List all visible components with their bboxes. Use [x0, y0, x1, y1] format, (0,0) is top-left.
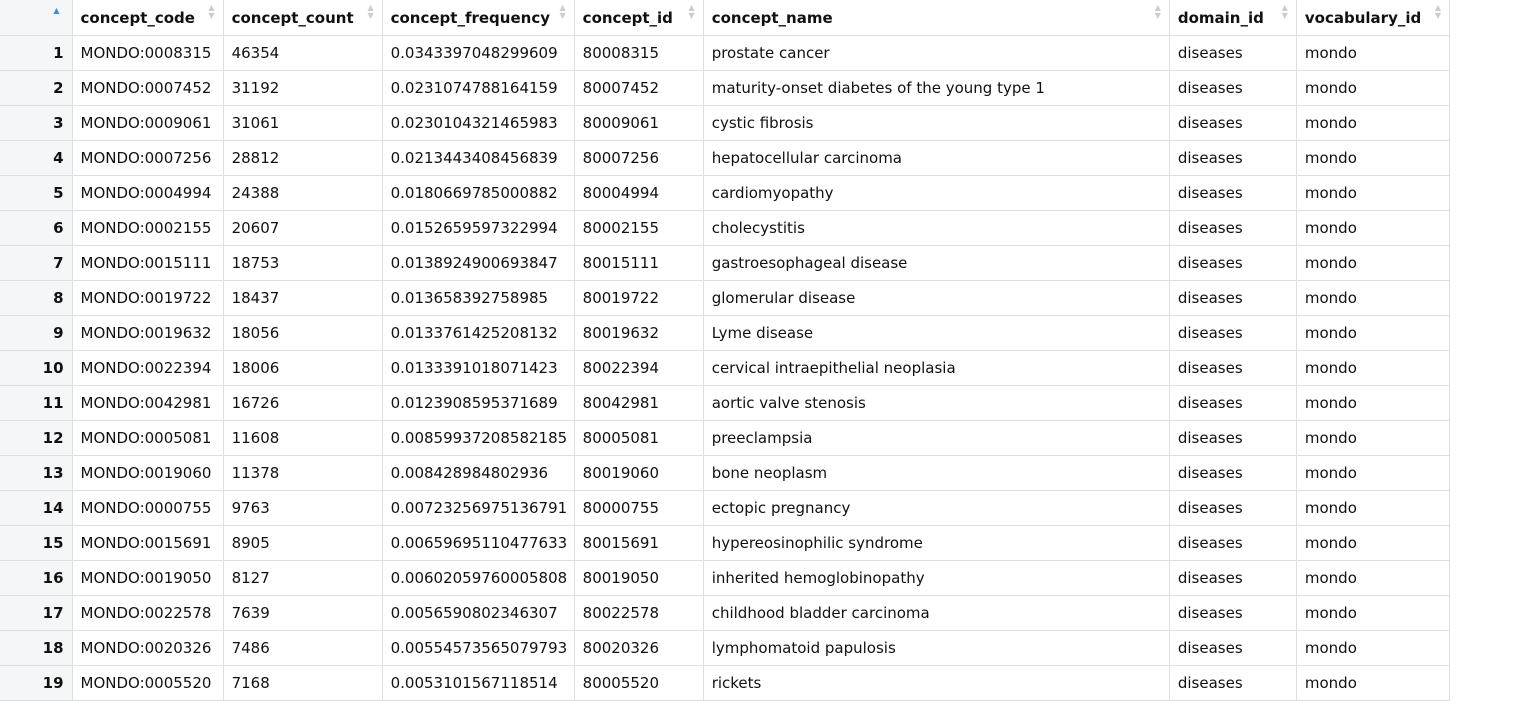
row-number: 8: [0, 281, 72, 316]
cell-concept-code: MONDO:0002155: [72, 211, 223, 246]
cell-concept-frequency: 0.0133761425208132: [382, 316, 574, 351]
row-number: 14: [0, 491, 72, 526]
cell-concept-frequency: 0.0056590802346307: [382, 596, 574, 631]
cell-concept-frequency: 0.0133391018071423: [382, 351, 574, 386]
cell-concept-code: MONDO:0019050: [72, 561, 223, 596]
cell-concept-name: prostate cancer: [703, 36, 1169, 71]
cell-concept-id: 80042981: [574, 386, 703, 421]
row-number: 9: [0, 316, 72, 351]
cell-vocabulary-id: mondo: [1296, 316, 1449, 351]
table-row: [0, 141, 1450, 176]
cell-concept-id: 80007452: [574, 71, 703, 106]
cell-domain-id: diseases: [1169, 246, 1296, 281]
cell-concept-frequency: 0.00602059760005808: [382, 561, 574, 596]
cell-vocabulary-id: mondo: [1296, 141, 1449, 176]
column-header-domain-id[interactable]: [1169, 0, 1296, 36]
cell-concept-frequency: 0.00554573565079793: [382, 631, 574, 666]
cell-concept-frequency: 0.0213443408456839: [382, 141, 574, 176]
table-row: [0, 526, 1450, 561]
sort-icon[interactable]: ▲ ▼: [688, 3, 695, 20]
cell-vocabulary-id: mondo: [1296, 561, 1449, 596]
cell-concept-frequency: 0.0123908595371689: [382, 386, 574, 421]
row-number: 13: [0, 456, 72, 491]
cell-concept-count: 18753: [223, 246, 382, 281]
cell-vocabulary-id: mondo: [1296, 631, 1449, 666]
cell-concept-frequency: 0.008428984802936: [382, 456, 574, 491]
table-row: [0, 71, 1450, 106]
cell-vocabulary-id: mondo: [1296, 456, 1449, 491]
cell-vocabulary-id: mondo: [1296, 526, 1449, 561]
cell-concept-code: MONDO:0019060: [72, 456, 223, 491]
cell-concept-name: ectopic pregnancy: [703, 491, 1169, 526]
cell-vocabulary-id: mondo: [1296, 246, 1449, 281]
table-row: [0, 281, 1450, 316]
header-row: [0, 0, 1450, 36]
cell-concept-frequency: 0.0231074788164159: [382, 71, 574, 106]
cell-concept-frequency: 0.0343397048299609: [382, 36, 574, 71]
cell-domain-id: diseases: [1169, 386, 1296, 421]
cell-concept-name: lymphomatoid papulosis: [703, 631, 1169, 666]
cell-concept-name: cervical intraepithelial neoplasia: [703, 351, 1169, 386]
table-row: [0, 211, 1450, 246]
cell-domain-id: diseases: [1169, 631, 1296, 666]
cell-domain-id: diseases: [1169, 666, 1296, 701]
cell-concept-id: 80015691: [574, 526, 703, 561]
cell-concept-count: 16726: [223, 386, 382, 421]
cell-concept-count: 31192: [223, 71, 382, 106]
table-row: [0, 561, 1450, 596]
row-number: 12: [0, 421, 72, 456]
cell-concept-name: Lyme disease: [703, 316, 1169, 351]
cell-concept-code: MONDO:0000755: [72, 491, 223, 526]
sort-icon[interactable]: ▲ ▼: [208, 3, 215, 20]
cell-concept-code: MONDO:0019632: [72, 316, 223, 351]
cell-domain-id: diseases: [1169, 36, 1296, 71]
sort-ascending-icon: ▲: [53, 6, 60, 15]
cell-concept-code: MONDO:0008315: [72, 36, 223, 71]
row-number: 7: [0, 246, 72, 281]
cell-domain-id: diseases: [1169, 351, 1296, 386]
column-header-label: vocabulary_id: [1304, 8, 1422, 27]
table-row: [0, 246, 1450, 281]
cell-concept-code: MONDO:0005081: [72, 421, 223, 456]
cell-concept-count: 18437: [223, 281, 382, 316]
cell-domain-id: diseases: [1169, 316, 1296, 351]
cell-concept-frequency: 0.0230104321465983: [382, 106, 574, 141]
cell-concept-count: 18056: [223, 316, 382, 351]
table-row: [0, 386, 1450, 421]
cell-concept-id: 80005520: [574, 666, 703, 701]
cell-domain-id: diseases: [1169, 561, 1296, 596]
cell-concept-id: 80022578: [574, 596, 703, 631]
table-row: [0, 631, 1450, 666]
cell-concept-code: MONDO:0015691: [72, 526, 223, 561]
cell-concept-count: 20607: [223, 211, 382, 246]
cell-concept-count: 28812: [223, 141, 382, 176]
cell-concept-name: glomerular disease: [703, 281, 1169, 316]
row-number: 6: [0, 211, 72, 246]
cell-concept-count: 7486: [223, 631, 382, 666]
cell-concept-id: 80009061: [574, 106, 703, 141]
cell-concept-id: 80019050: [574, 561, 703, 596]
sort-icon[interactable]: ▲ ▼: [559, 3, 566, 20]
cell-vocabulary-id: mondo: [1296, 106, 1449, 141]
table-row: [0, 456, 1450, 491]
row-number: 16: [0, 561, 72, 596]
cell-concept-name: maturity-onset diabetes of the young type 1: [703, 71, 1169, 106]
cell-concept-name: hepatocellular carcinoma: [703, 141, 1169, 176]
cell-vocabulary-id: mondo: [1296, 491, 1449, 526]
cell-concept-frequency: 0.00723256975136791: [382, 491, 574, 526]
cell-concept-name: aortic valve stenosis: [703, 386, 1169, 421]
cell-concept-code: MONDO:0005520: [72, 666, 223, 701]
cell-vocabulary-id: mondo: [1296, 351, 1449, 386]
cell-vocabulary-id: mondo: [1296, 36, 1449, 71]
row-number: 18: [0, 631, 72, 666]
column-header-label: concept_frequency: [390, 8, 550, 27]
column-header-concept-name[interactable]: [703, 0, 1169, 36]
cell-domain-id: diseases: [1169, 526, 1296, 561]
cell-vocabulary-id: mondo: [1296, 596, 1449, 631]
cell-vocabulary-id: mondo: [1296, 281, 1449, 316]
cell-concept-code: MONDO:0022578: [72, 596, 223, 631]
row-number: 3: [0, 106, 72, 141]
row-number: 10: [0, 351, 72, 386]
table-row: [0, 316, 1450, 351]
cell-concept-id: 80005081: [574, 421, 703, 456]
cell-concept-id: 80015111: [574, 246, 703, 281]
cell-concept-name: rickets: [703, 666, 1169, 701]
column-header-label: concept_name: [711, 8, 833, 27]
cell-vocabulary-id: mondo: [1296, 211, 1449, 246]
cell-concept-code: MONDO:0020326: [72, 631, 223, 666]
cell-concept-id: 80020326: [574, 631, 703, 666]
cell-domain-id: diseases: [1169, 141, 1296, 176]
table-row: [0, 351, 1450, 386]
table-body: [0, 36, 1450, 701]
cell-concept-count: 8905: [223, 526, 382, 561]
column-header-concept-id[interactable]: [574, 0, 703, 36]
cell-domain-id: diseases: [1169, 421, 1296, 456]
row-number: 1: [0, 36, 72, 71]
cell-concept-id: 80004994: [574, 176, 703, 211]
cell-concept-frequency: 0.0138924900693847: [382, 246, 574, 281]
cell-concept-code: MONDO:0042981: [72, 386, 223, 421]
column-header-label: concept_id: [582, 8, 673, 27]
cell-concept-code: MONDO:0007256: [72, 141, 223, 176]
row-number: 17: [0, 596, 72, 631]
table-row: [0, 491, 1450, 526]
cell-concept-count: 11378: [223, 456, 382, 491]
table-row: [0, 36, 1450, 71]
cell-vocabulary-id: mondo: [1296, 666, 1449, 701]
cell-concept-frequency: 0.0053101567118514: [382, 666, 574, 701]
row-number: 2: [0, 71, 72, 106]
column-header-concept-code[interactable]: [72, 0, 223, 36]
row-number-header[interactable]: [0, 0, 72, 36]
cell-concept-name: childhood bladder carcinoma: [703, 596, 1169, 631]
cell-concept-name: inherited hemoglobinopathy: [703, 561, 1169, 596]
cell-concept-name: gastroesophageal disease: [703, 246, 1169, 281]
cell-concept-name: hypereosinophilic syndrome: [703, 526, 1169, 561]
row-number: 19: [0, 666, 72, 701]
cell-concept-name: cholecystitis: [703, 211, 1169, 246]
cell-concept-id: 80002155: [574, 211, 703, 246]
table-row: [0, 596, 1450, 631]
sort-icon[interactable]: ▲ ▼: [1281, 3, 1288, 20]
column-header-vocabulary-id[interactable]: [1296, 0, 1449, 36]
cell-domain-id: diseases: [1169, 491, 1296, 526]
cell-concept-frequency: 0.0152659597322994: [382, 211, 574, 246]
row-number: 15: [0, 526, 72, 561]
cell-concept-count: 11608: [223, 421, 382, 456]
cell-concept-code: MONDO:0007452: [72, 71, 223, 106]
cell-domain-id: diseases: [1169, 456, 1296, 491]
cell-domain-id: diseases: [1169, 211, 1296, 246]
column-header-label: concept_code: [80, 8, 195, 27]
cell-domain-id: diseases: [1169, 71, 1296, 106]
sort-icon[interactable]: ▲ ▼: [1434, 3, 1441, 20]
cell-concept-frequency: 0.00859937208582185: [382, 421, 574, 456]
cell-concept-count: 24388: [223, 176, 382, 211]
cell-domain-id: diseases: [1169, 596, 1296, 631]
cell-concept-name: preeclampsia: [703, 421, 1169, 456]
cell-concept-frequency: 0.013658392758985: [382, 281, 574, 316]
cell-domain-id: diseases: [1169, 176, 1296, 211]
cell-domain-id: diseases: [1169, 106, 1296, 141]
cell-concept-id: 80019722: [574, 281, 703, 316]
cell-vocabulary-id: mondo: [1296, 176, 1449, 211]
row-number: 4: [0, 141, 72, 176]
cell-vocabulary-id: mondo: [1296, 386, 1449, 421]
cell-concept-code: MONDO:0019722: [72, 281, 223, 316]
cell-vocabulary-id: mondo: [1296, 421, 1449, 456]
cell-concept-code: MONDO:0004994: [72, 176, 223, 211]
table-row: [0, 176, 1450, 211]
cell-concept-id: 80008315: [574, 36, 703, 71]
column-header-concept-count[interactable]: [223, 0, 382, 36]
cell-concept-name: cardiomyopathy: [703, 176, 1169, 211]
column-header-label: concept_count: [231, 8, 354, 27]
cell-concept-id: 80022394: [574, 351, 703, 386]
cell-concept-name: bone neoplasm: [703, 456, 1169, 491]
cell-concept-code: MONDO:0009061: [72, 106, 223, 141]
table-row: [0, 421, 1450, 456]
cell-concept-count: 46354: [223, 36, 382, 71]
cell-concept-count: 7639: [223, 596, 382, 631]
cell-concept-code: MONDO:0022394: [72, 351, 223, 386]
cell-concept-code: MONDO:0015111: [72, 246, 223, 281]
cell-domain-id: diseases: [1169, 281, 1296, 316]
row-number: 11: [0, 386, 72, 421]
cell-concept-count: 31061: [223, 106, 382, 141]
cell-concept-count: 9763: [223, 491, 382, 526]
cell-concept-count: 7168: [223, 666, 382, 701]
cell-concept-id: 80000755: [574, 491, 703, 526]
cell-concept-frequency: 0.00659695110477633: [382, 526, 574, 561]
cell-concept-id: 80019632: [574, 316, 703, 351]
sort-icon[interactable]: ▲ ▼: [1154, 3, 1161, 20]
cell-vocabulary-id: mondo: [1296, 71, 1449, 106]
column-header-concept-frequency[interactable]: [382, 0, 574, 36]
cell-concept-id: 80007256: [574, 141, 703, 176]
column-header-label: domain_id: [1177, 8, 1264, 27]
cell-concept-count: 8127: [223, 561, 382, 596]
cell-concept-name: cystic fibrosis: [703, 106, 1169, 141]
cell-concept-id: 80019060: [574, 456, 703, 491]
cell-concept-count: 18006: [223, 351, 382, 386]
sort-icon[interactable]: ▲ ▼: [367, 3, 374, 20]
cell-concept-frequency: 0.0180669785000882: [382, 176, 574, 211]
row-number: 5: [0, 176, 72, 211]
table-row: [0, 106, 1450, 141]
table-row: [0, 666, 1450, 701]
